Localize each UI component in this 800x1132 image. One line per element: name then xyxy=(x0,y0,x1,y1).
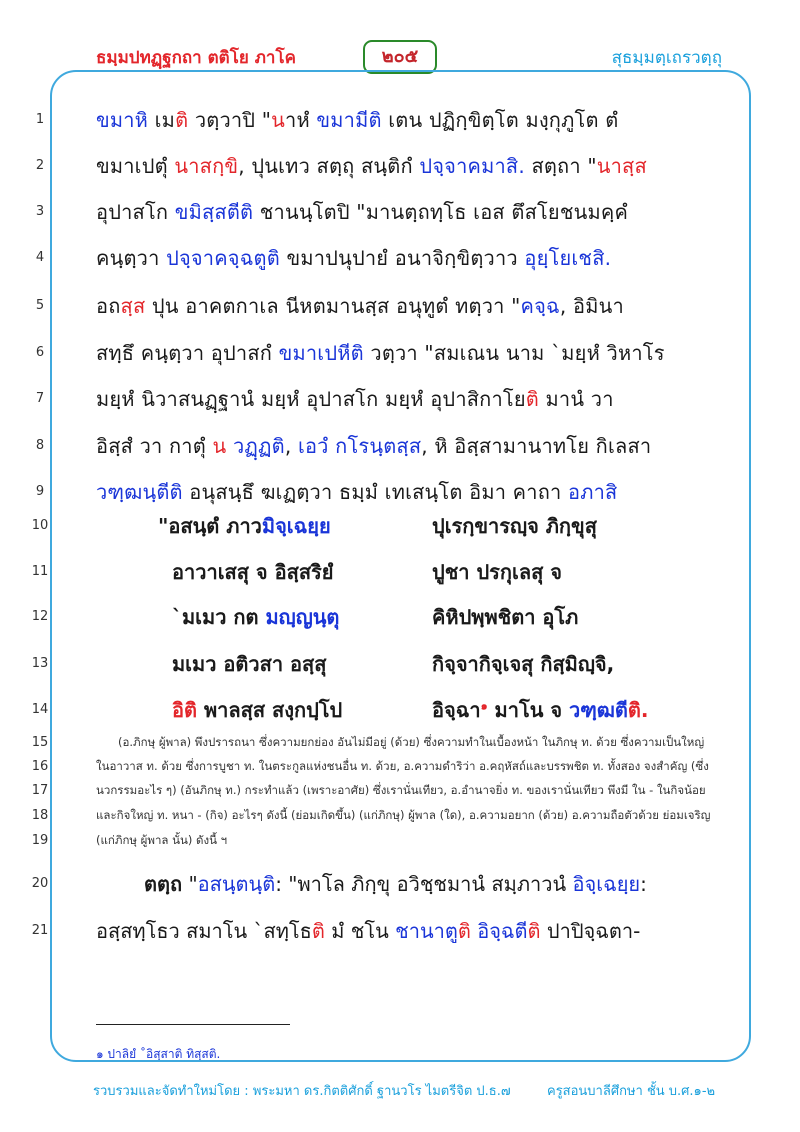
line-number: 15 xyxy=(31,735,49,750)
line-number: 20 xyxy=(31,876,49,891)
text-run: ปุน อาคตกาเล นีหตมานสฺส อนุทูตํ ทตฺวา " xyxy=(145,294,521,318)
line-text xyxy=(96,290,724,322)
line-number: 3 xyxy=(35,204,45,219)
text-run: ติ. xyxy=(627,698,649,722)
header-title: ธมฺมปทฏฺฐกถา ตติโย ภาโค xyxy=(96,48,296,68)
line-text xyxy=(96,242,724,274)
text-run: ติ xyxy=(311,919,325,943)
text-run: " xyxy=(182,872,198,896)
text-run: ขมาปนุปายํ อนาจิกฺขิตฺวาว xyxy=(279,246,525,270)
line-text xyxy=(96,476,724,508)
line-number: 4 xyxy=(35,250,45,265)
line-text xyxy=(96,104,724,136)
text-run: อุปาสโก xyxy=(96,200,175,224)
footer-class: ครูสอนบาลีศึกษา ชั้น บ.ศ.๑-๒ xyxy=(547,1084,716,1099)
line-number: 17 xyxy=(31,783,49,798)
footnote-mark: ๑ xyxy=(480,699,488,713)
text-run: เตน ปฏิกฺขิตฺโต มงฺกุภูโต ตํ xyxy=(381,108,619,132)
text-run: กิจฺจากิจฺเจสุ กิสฺมิญฺจิ, xyxy=(432,652,615,676)
text-run: มานํ วา xyxy=(538,387,614,411)
verse-first-half xyxy=(158,510,331,542)
text-run: อถ xyxy=(96,294,121,318)
line-text xyxy=(96,430,724,462)
text-run: , อิมินา xyxy=(559,294,624,318)
line-number: 8 xyxy=(35,438,45,453)
text-run: มาโน จ xyxy=(487,698,570,722)
line-number: 21 xyxy=(31,923,49,938)
note-text: (แก่ภิกษุ ผู้พาล นั้น) ดังนี้ ฯ xyxy=(96,833,228,847)
text-run: อสนฺตนฺติ xyxy=(197,872,276,896)
verse-second-half xyxy=(432,510,597,542)
text-run: อิจฺฉตี xyxy=(477,919,528,943)
line-number: 1 xyxy=(35,112,45,127)
line-number: 19 xyxy=(31,833,49,848)
line-text xyxy=(144,868,772,900)
verse-second-half xyxy=(432,556,562,588)
line-number: 9 xyxy=(35,484,45,499)
note-text: และกิจใหญ่ ท. หนา - (กิจ) อะไรๆ ดังนี้ (ย่อมเกิดขึ้น) (แก่ภิกษุ) ผู้พาล (ใด), อ.ความอยาก (ด้วย) อ.ความถือตัวด้วย ย่อมเจริญ xyxy=(96,808,711,822)
text-run: มิจฺเฉยฺย xyxy=(261,514,331,538)
text-run: , ปุนเทว สตฺถุ สนฺติกํ xyxy=(238,154,420,178)
text-run: เอวํ กโรนฺตสฺส xyxy=(297,434,422,458)
verse-second-half xyxy=(432,648,614,680)
story-title: สุธมฺมตฺเถรวตฺถุ xyxy=(611,48,722,68)
text-run: ติ xyxy=(175,108,189,132)
text-run: น xyxy=(271,108,286,132)
footnote-rule xyxy=(96,1024,290,1025)
line-number: 13 xyxy=(31,656,49,671)
line-number: 10 xyxy=(31,518,49,533)
text-run: ชานาตู xyxy=(395,919,458,943)
line-number: 11 xyxy=(31,564,49,579)
text-run: ขมามีติ xyxy=(316,108,382,132)
line-number: 16 xyxy=(31,759,49,774)
text-run: อิสฺสํ วา กาตุํ xyxy=(96,434,213,458)
text-run: วฑฺฒนฺตีติ xyxy=(96,480,183,504)
text-run: วฑฺฒตี xyxy=(569,698,628,722)
text-run: ปูชา ปรกุเลสุ จ xyxy=(432,560,562,584)
text-run: มญฺญนฺตุ xyxy=(265,605,340,629)
text-run: "อสนฺตํ ภาว xyxy=(158,514,262,538)
text-run: `มเมว กต xyxy=(172,605,266,629)
note-text: (อ.ภิกษุ ผู้พาล) พึงปรารถนา ซึ่งความยกย่อง อันไม่มีอยู่ (ด้วย) ซึ่งความทำในเบื้องหน้า ในภิกษุ ท. ด้วย ซึ่งความเป็นใหญ่ xyxy=(118,735,705,749)
note-text: นวกรรมอะไร ๆ) (อันภิกษุ ท.) กระทำแล้ว (เพราะอาศัย) ซึ่งเรานั่นเทียว, อ.อำนาจยิ่ง ท. ของเรานั่นเทียว พึงมี ใน - ในกิจน้อย xyxy=(96,783,706,797)
line-number: 12 xyxy=(31,609,49,624)
text-run: อิจฺเฉยฺย xyxy=(572,872,641,896)
page-number-box: ๒๐๕ xyxy=(363,40,437,74)
verse-first-half xyxy=(172,601,339,633)
text-run: นาสฺส xyxy=(596,154,647,178)
text-run: พาลสฺส สงฺกปฺโป xyxy=(197,698,343,722)
text-run: วตฺวาปิ " xyxy=(188,108,272,132)
text-run: ตตฺถ xyxy=(144,872,183,896)
text-run: อนุสนฺธึ ฆเฏตฺวา ธมฺมํ เทเสนฺโต อิมา คาถา xyxy=(182,480,568,504)
text-run: อิติ xyxy=(172,698,197,722)
text-run: ปจฺจาคจฺฉตูติ xyxy=(166,246,280,270)
text-run: อาวาเสสุ จ อิสฺสริยํ xyxy=(172,560,334,584)
text-run: สทฺธึ คนฺตฺวา อุปาสกํ xyxy=(96,341,279,365)
text-run: , หิ อิสฺสามานาทโย กิเลสา xyxy=(421,434,652,458)
line-text xyxy=(96,337,724,369)
text-run: ปุเรกฺขารญฺจ ภิกฺขุสุ xyxy=(432,514,597,538)
footnote: ๑ ปาลิยํ ˚อิสฺสาติ ทิสฺสติ. xyxy=(96,1047,221,1061)
line-number: 18 xyxy=(31,808,49,823)
line-text xyxy=(96,196,724,228)
line-text xyxy=(96,150,724,182)
text-run: ติ xyxy=(527,919,541,943)
text-run: ติ xyxy=(457,919,471,943)
text-run: คิหิปพฺพชิตา อุโภ xyxy=(432,605,579,629)
verse-second-half xyxy=(432,694,649,726)
line-text xyxy=(96,383,724,415)
text-run: คนฺตฺวา xyxy=(96,246,167,270)
line-number: 2 xyxy=(35,158,45,173)
text-run: มยฺหํ นิวาสนฏฺฐานํ มยฺหํ อุปาสโก มยฺหํ อุปาสิกาโย xyxy=(96,387,526,411)
text-run: ติ xyxy=(525,387,539,411)
line-number: 5 xyxy=(35,298,45,313)
text-run: าหํ xyxy=(285,108,317,132)
text-run: ปาปิจฺฉตา- xyxy=(540,919,641,943)
text-run: ขมิสฺสตีติ xyxy=(174,200,254,224)
text-run: อสฺสทฺโธว สมาโน `สทฺโธ xyxy=(96,919,312,943)
text-run: อภาสิ xyxy=(568,480,618,504)
text-run: ขมาหิ xyxy=(96,108,149,132)
text-run: อุยฺโยเชสิ. xyxy=(524,246,612,270)
text-run: สตฺถา " xyxy=(524,154,597,178)
verse-second-half xyxy=(432,601,578,633)
text-run: : "พาโล ภิกฺขุ อวิชฺชมานํ สมฺภาวนํ xyxy=(275,872,573,896)
text-run: มเมว อติวสา อสฺสุ xyxy=(172,652,327,676)
text-run: อิจฺฉา xyxy=(432,698,481,722)
text-run: คจฺฉ xyxy=(520,294,560,318)
text-run: ขมาเปตุํ xyxy=(96,154,175,178)
text-run: วตฺวา "สมเณน นาม `มยฺหํ วิหาโร xyxy=(363,341,665,365)
text-run: วฏฺฏติ xyxy=(232,434,285,458)
note-text: ในอาวาส ท. ด้วย ซึ่งการบูชา ท. ในตระกูลแห่งชนอื่น ท. ด้วย, อ.ความดำริว่า อ.คฤหัสถ์และบรรพชิต ท. ทั้งสอง จงสำคัญ (ซึ่ง xyxy=(96,759,709,773)
line-number: 14 xyxy=(31,702,49,717)
text-run: สฺส xyxy=(120,294,146,318)
verse-first-half xyxy=(172,556,333,588)
text-run: ปจฺจาคมาสิ. xyxy=(419,154,525,178)
text-run: นาสกฺขิ xyxy=(174,154,239,178)
line-text xyxy=(96,915,724,947)
text-run: น xyxy=(212,434,227,458)
text-run: ขมาเปหีติ xyxy=(278,341,364,365)
text-run: เม xyxy=(148,108,176,132)
footer-credit: รวบรวมและจัดทำใหม่โดย : พระมหา ดร.กิตติศักดิ์ ฐานวโร ไมตรีจิต ป.ธ.๗ xyxy=(93,1084,511,1099)
text-run: : xyxy=(640,872,647,896)
verse-first-half xyxy=(172,648,326,680)
line-number: 7 xyxy=(35,391,45,406)
verse-first-half xyxy=(172,694,342,726)
text-run: ชานนฺโตปิ "มานตฺถทฺโธ เอส ตึสโยชนมคฺคํ xyxy=(253,200,629,224)
line-number: 6 xyxy=(35,345,45,360)
text-run: มํ ชโน xyxy=(324,919,396,943)
text-run: , xyxy=(284,434,298,458)
